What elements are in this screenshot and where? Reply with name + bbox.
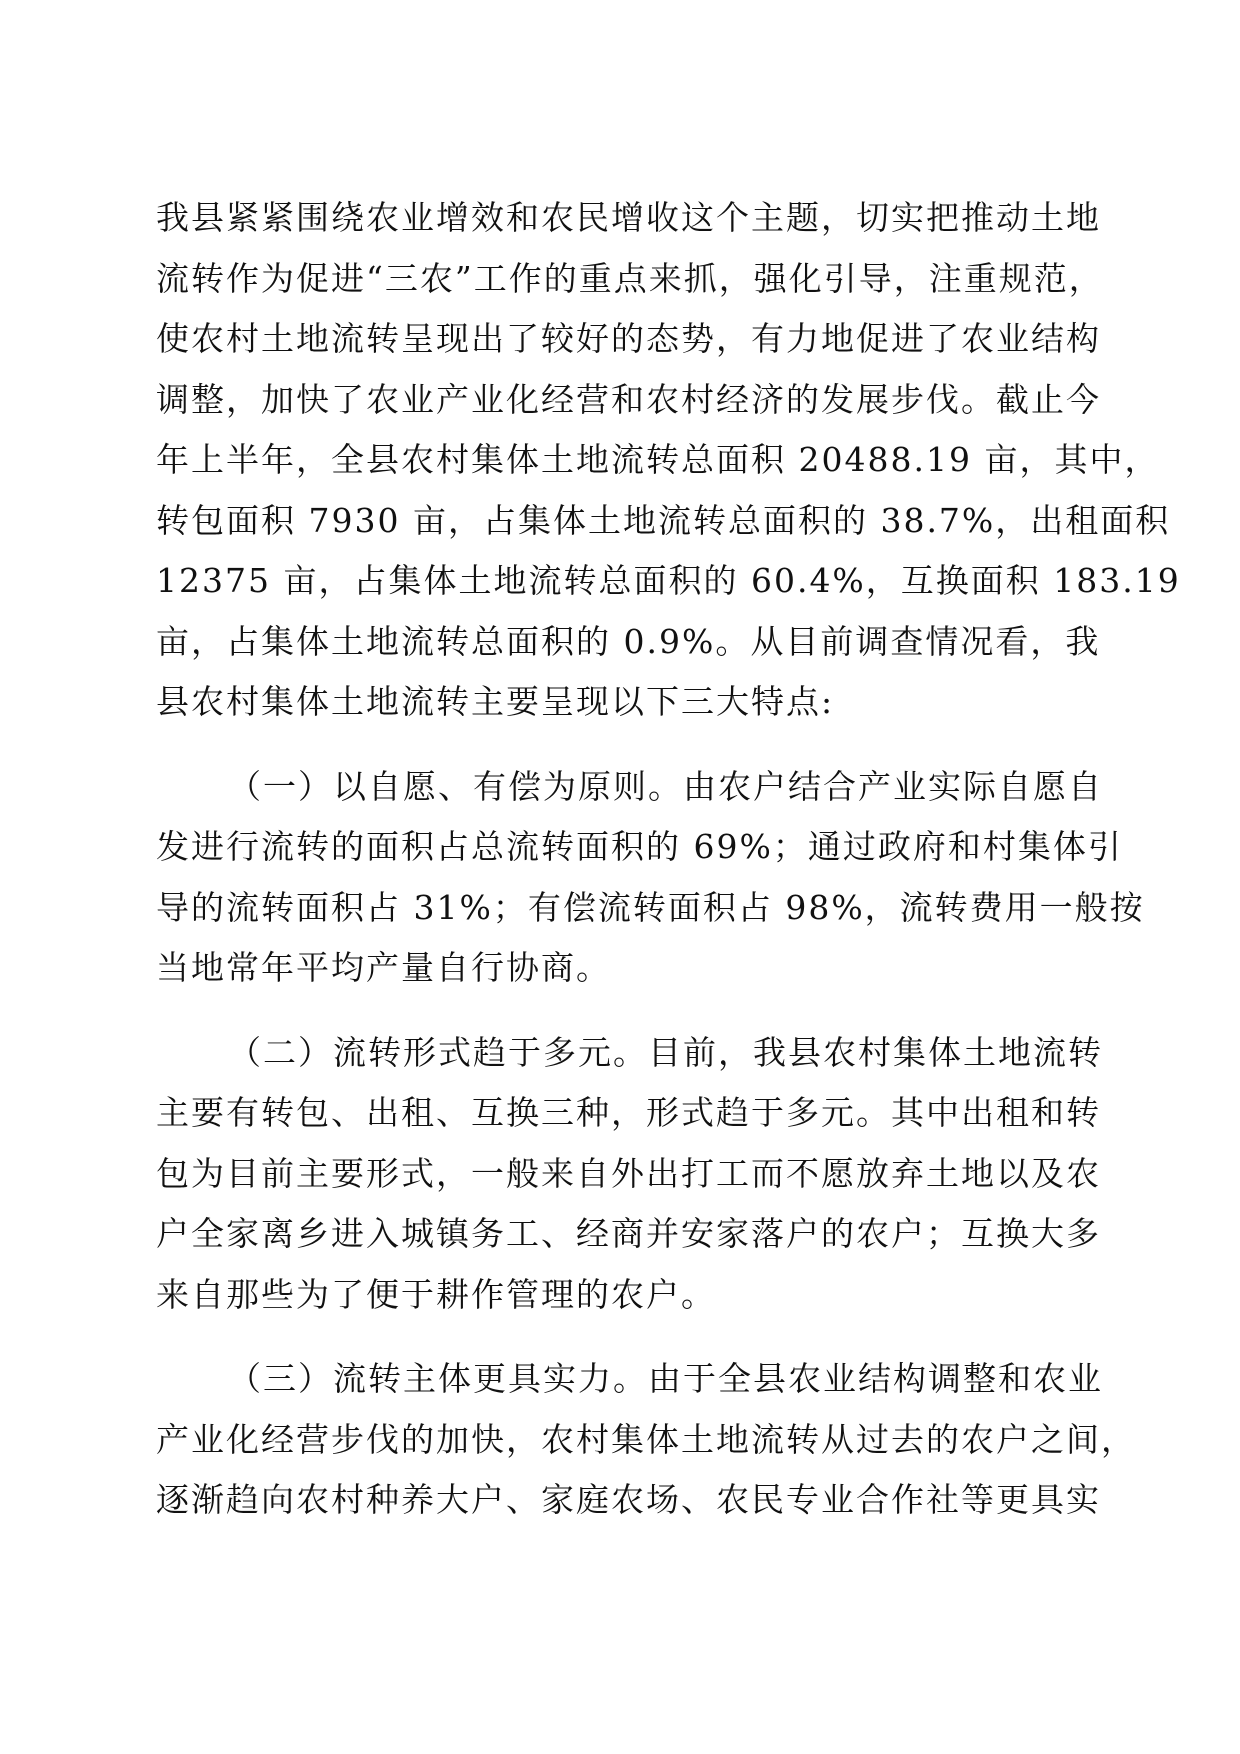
text-line: 县农村集体土地流转主要呈现以下三大特点: bbox=[156, 682, 835, 721]
text-line: 使农村土地流转呈现出了较好的态势，有力地促进了农业结构 bbox=[156, 319, 1101, 358]
text-line: 亩，占集体土地流转总面积的 0.9%。从目前调查情况看，我 bbox=[156, 621, 1101, 661]
text-line: （三）流转主体更具实力。由于全县农业结构调整和农业 bbox=[228, 1359, 1103, 1398]
paragraph-point-three bbox=[156, 1349, 1136, 1531]
text-line: 来自那些为了便于耕作管理的农户。 bbox=[156, 1274, 716, 1314]
text-line: 导的流转面积占 31%；有偿流转面积占 98%，流转费用一般按 bbox=[156, 887, 1145, 927]
text-line: 转包面积 7930 亩，占集体土地流转总面积的 38.7%，出租面积 bbox=[156, 500, 1171, 540]
text-line: 发进行流转的面积占总流转面积的 69%；通过政府和村集体引 bbox=[156, 827, 1123, 866]
text-line: 主要有转包、出租、互换三种，形式趋于多元。其中出租和转 bbox=[156, 1093, 1101, 1132]
paragraph-spacer bbox=[156, 999, 1086, 1023]
text-line: 产业化经营步伐的加快，农村集体土地流转从过去的农户之间， bbox=[156, 1419, 1136, 1459]
text-line: 户全家离乡进入城镇务工、经商并安家落户的农户；互换大多 bbox=[156, 1214, 1101, 1253]
paragraph-point-two bbox=[156, 1023, 1103, 1326]
text-line: （二）流转形式趋于多元。目前，我县农村集体土地流转 bbox=[228, 1032, 1103, 1072]
text-line: 包为目前主要形式，一般来自外出打工而不愿放弃土地以及农 bbox=[156, 1153, 1101, 1193]
text-line: （一）以自愿、有偿为原则。由农户结合产业实际自愿自 bbox=[228, 766, 1103, 806]
paragraph-point-one bbox=[156, 757, 1145, 999]
text-line: 当地常年平均产量自行协商。 bbox=[156, 948, 611, 987]
document-body bbox=[156, 188, 1181, 1531]
text-line: 逐渐趋向农村种养大户、家庭农场、农民专业合作社等更具实 bbox=[156, 1480, 1101, 1519]
text-line: 我县紧紧围绕农业增效和农民增收这个主题，切实把推动土地 bbox=[156, 198, 1101, 237]
paragraph-intro bbox=[156, 188, 1181, 733]
paragraph-spacer bbox=[156, 733, 1086, 757]
paragraph-spacer bbox=[156, 1325, 1086, 1349]
text-line: 流转作为促进“三农”工作的重点来抓，强化引导，注重规范， bbox=[156, 258, 1104, 298]
text-line: 12375 亩，占集体土地流转总面积的 60.4%，互换面积 183.19 bbox=[156, 561, 1181, 600]
text-line: 调整，加快了农业产业化经营和农村经济的发展步伐。截止今 bbox=[156, 379, 1101, 419]
text-line: 年上半年，全县农村集体土地流转总面积 20488.19 亩，其中， bbox=[156, 440, 1160, 479]
